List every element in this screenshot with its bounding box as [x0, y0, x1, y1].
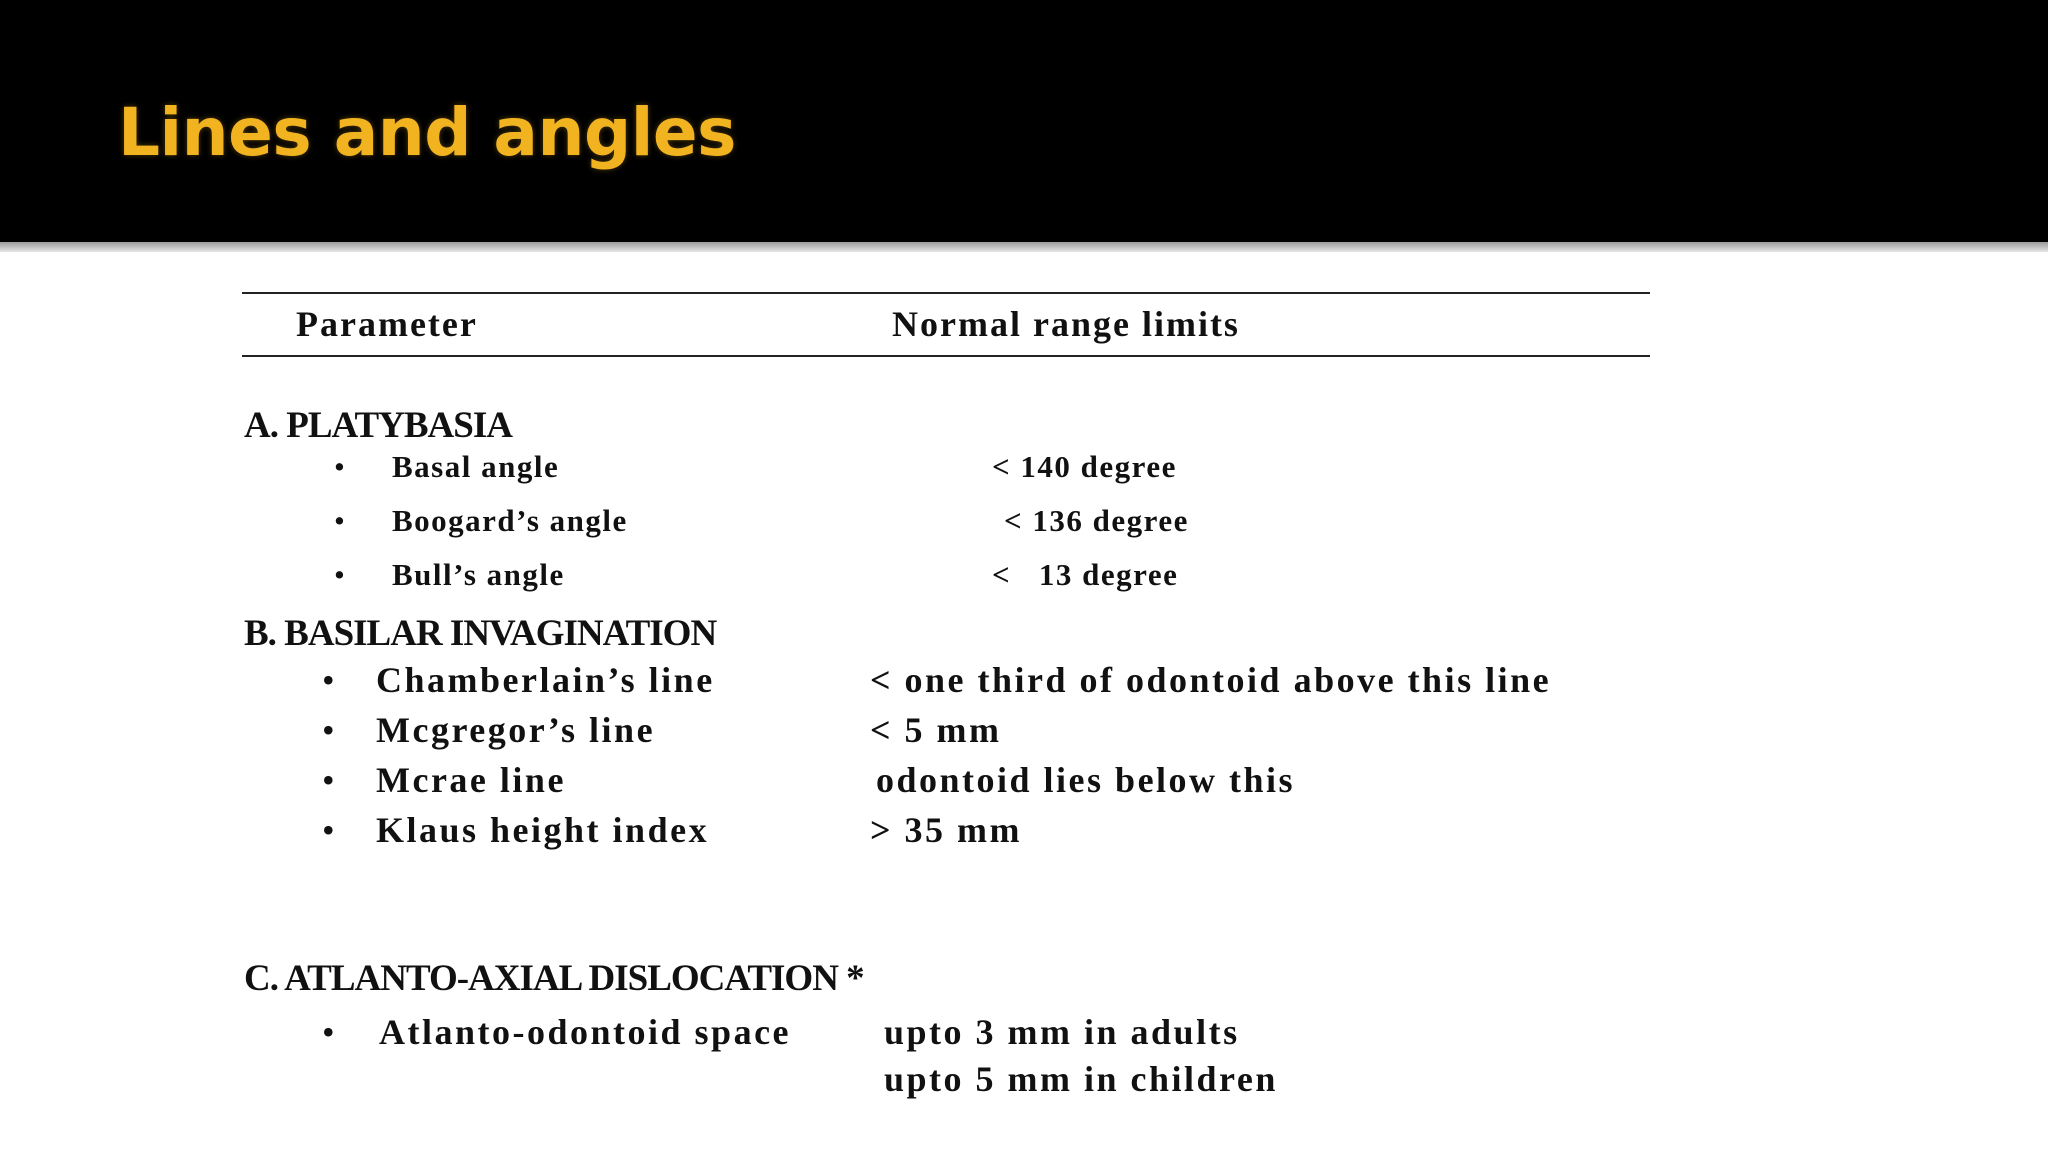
section-heading-atlanto-axial-dislocation: C. ATLANTO-AXIAL DISLOCATION * — [244, 958, 864, 999]
parameter-name: Boogard’s angle — [392, 503, 628, 538]
parameter-name: Klaus height index — [376, 810, 710, 850]
normal-range-value: < 136 degree — [1004, 503, 1189, 538]
slide-title: Lines and angles — [118, 94, 736, 171]
table-header-rule — [242, 355, 1650, 357]
table-row-continuation — [0, 1053, 2048, 1105]
parameter-name: Atlanto-odontoid space — [379, 1012, 792, 1052]
bullet: • — [322, 760, 338, 800]
bullet: • — [334, 503, 347, 538]
parameter-name: Mcgregor’s line — [376, 710, 656, 750]
table-row — [0, 443, 2048, 491]
section-heading-basilar-invagination: B. BASILAR INVAGINATION — [244, 613, 717, 654]
column-header-parameter: Parameter — [296, 304, 478, 344]
section-heading-platybasia: A. PLATYBASIA — [244, 405, 512, 446]
parameter-name: Mcrae line — [376, 760, 566, 800]
title-bar-divider — [0, 242, 2048, 252]
parameter-name: Basal angle — [392, 449, 560, 484]
normal-range-value: < 140 degree — [992, 449, 1177, 484]
table-row — [0, 654, 2048, 706]
parameter-name: Chamberlain’s line — [376, 660, 715, 700]
bullet: • — [334, 557, 347, 592]
bullet: • — [334, 449, 347, 484]
parameter-name: Bull’s angle — [392, 557, 565, 592]
bullet: • — [322, 810, 338, 850]
table-row — [0, 497, 2048, 545]
bullet: • — [322, 660, 338, 700]
normal-range-value: odontoid lies below this — [876, 760, 1296, 800]
normal-range-value: < 13 degree — [992, 557, 1179, 592]
table-row — [0, 804, 2048, 856]
table-row — [0, 704, 2048, 756]
bullet: • — [322, 1012, 338, 1052]
normal-range-value: > 35 mm — [870, 810, 1022, 850]
normal-range-value: < 5 mm — [870, 710, 1002, 750]
table-top-rule — [242, 292, 1650, 294]
normal-range-value: < one third of odontoid above this line — [870, 660, 1552, 700]
table-row — [0, 551, 2048, 599]
bullet: • — [322, 710, 338, 750]
normal-range-value: upto 5 mm in children — [884, 1059, 1278, 1099]
table-row — [0, 754, 2048, 806]
normal-range-value: upto 3 mm in adults — [884, 1012, 1240, 1052]
column-header-normal-range: Normal range limits — [892, 304, 1240, 344]
table-row — [0, 1006, 2048, 1058]
